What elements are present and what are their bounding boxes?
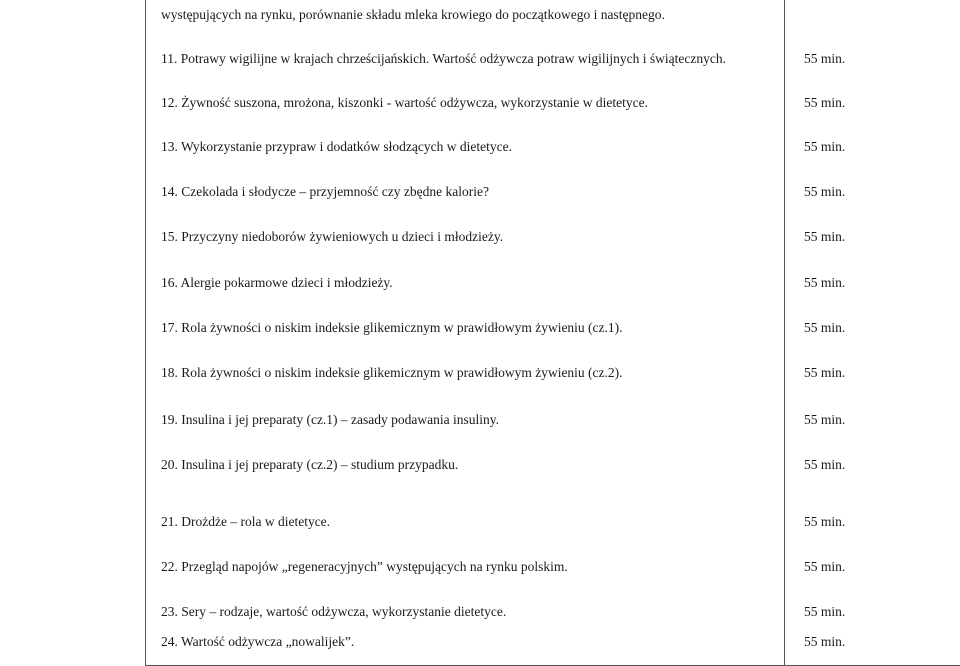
topic-text: 18. Rola żywności o niskim indeksie glikemicznym w prawidłowym żywieniu (cz.2). [161,365,623,380]
topic-text: 12. Żywność suszona, mrożona, kiszonki - wartość odżywcza, wykorzystanie w dietetyce. [161,95,648,110]
topic-text: 19. Insulina i jej preparaty (cz.1) – zasady podawania insuliny. [161,412,500,427]
topic-text: 21. Drożdże – rola w dietetyce. [161,514,331,529]
duration-text: 55 min. [804,275,846,290]
intro-line: występujących na rynku, porównanie składu mleka krowiego do początkowego i następnego. [161,7,665,22]
duration-text: 55 min. [804,457,846,472]
duration-text: 55 min. [804,139,846,154]
topic-text: 15. Przyczyny niedoborów żywieniowych u dzieci i młodzieży. [161,229,504,244]
topic-text: 22. Przegląd napojów „regeneracyjnych” występujących na rynku polskim. [161,559,568,574]
topic-text: 14. Czekolada i słodycze – przyjemność czy zbędne kalorie? [161,184,489,199]
duration-text: 55 min. [804,184,846,199]
duration-text: 55 min. [804,604,846,619]
duration-text: 55 min. [804,559,846,574]
topic-text: 17. Rola żywności o niskim indeksie glikemicznym w prawidłowym żywieniu (cz.1). [161,320,623,335]
duration-text: 55 min. [804,514,846,529]
topic-text: 20. Insulina i jej preparaty (cz.2) – studium przypadku. [161,457,459,472]
topics-table [145,0,960,666]
duration-text: 55 min. [804,365,846,380]
duration-text: 55 min. [804,51,846,66]
topic-text: 16. Alergie pokarmowe dzieci i młodzieży. [161,275,393,290]
topic-text: 11. Potrawy wigilijne w krajach chrześcijańskich. Wartość odżywcza potraw wigilijnych i świątecznych. [161,51,726,66]
duration-text: 55 min. [804,320,846,335]
topic-text: 24. Wartość odżywcza „nowalijek”. [161,634,355,649]
topic-text: 23. Sery – rodzaje, wartość odżywcza, wykorzystanie dietetyce. [161,604,507,619]
duration-text: 55 min. [804,229,846,244]
duration-text: 55 min. [804,95,846,110]
duration-text: 55 min. [804,634,846,649]
column-divider [784,0,785,665]
topic-text: 13. Wykorzystanie przypraw i dodatków słodzących w dietetyce. [161,139,512,154]
duration-text: 55 min. [804,412,846,427]
